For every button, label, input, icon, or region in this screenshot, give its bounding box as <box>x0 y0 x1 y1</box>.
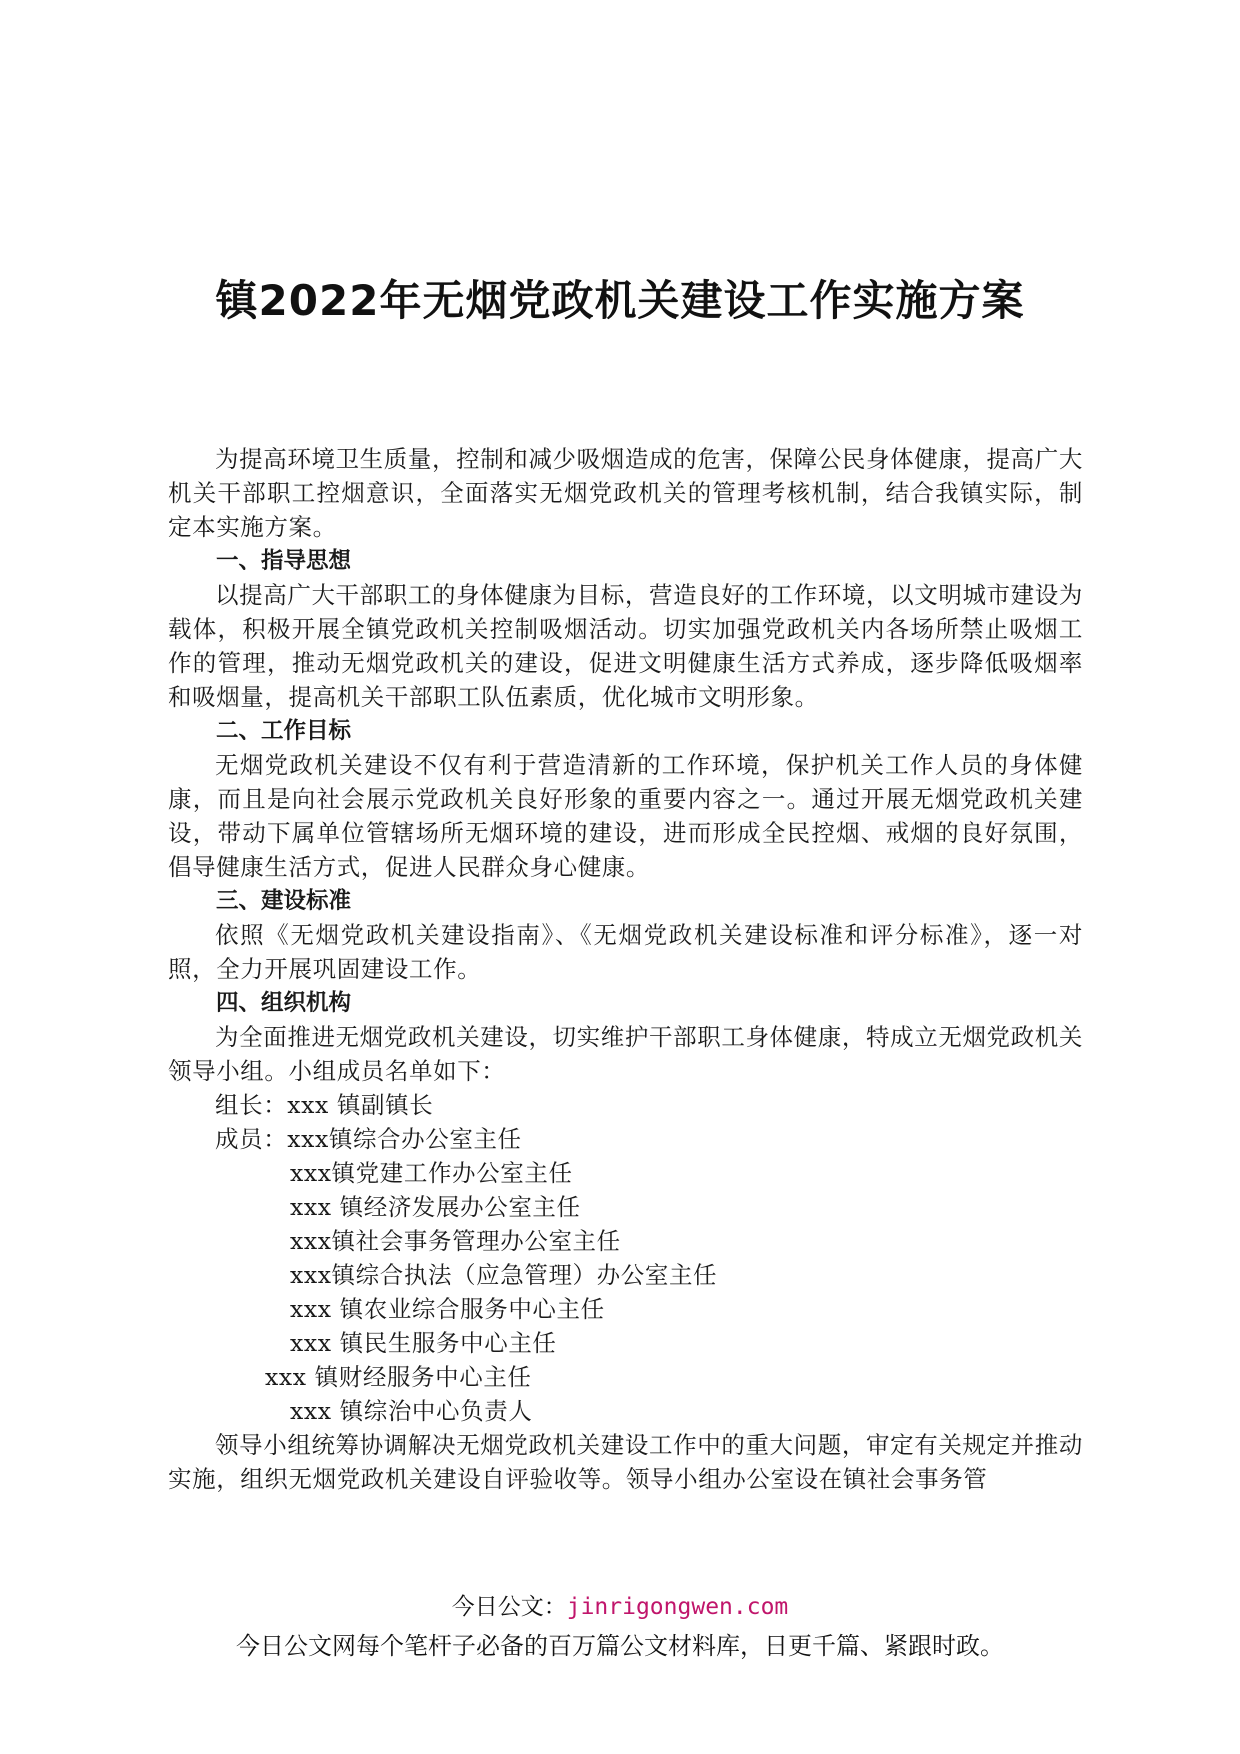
group-leader: 组长：xxx 镇副镇长 <box>215 1091 434 1119</box>
section-heading-goals: 二、工作目标 <box>216 718 352 744</box>
footer-url-link[interactable]: jinrigongwen.com <box>566 1594 789 1620</box>
section-text-guiding: 以提高广大干部职工的身体健康为目标，营造良好的工作环境，以文明城市建设为载体，积极开展全镇党政机关控制吸烟活动。切实加强党政机关内各场所禁止吸烟工作的管理，推动无烟党政机关的建设，促进文明健康生活方式养成，逐步降低吸烟率和吸烟量，提高机关干部职工队伍素质，优化城市文明形象。 <box>168 581 1083 711</box>
member-item: xxx镇社会事务管理办公室主任 <box>290 1227 621 1255</box>
footer-source <box>0 1588 1240 1621</box>
member-item: xxx 镇财经服务中心主任 <box>265 1363 532 1391</box>
footer-label: 今日公文： <box>451 1594 567 1620</box>
document-body <box>168 442 1083 1496</box>
member-item: xxx镇综合执法（应急管理）办公室主任 <box>290 1261 718 1289</box>
member-item: xxx 镇农业综合服务中心主任 <box>290 1295 605 1323</box>
intro-paragraph: 为提高环境卫生质量，控制和减少吸烟造成的危害，保障公民身体健康，提高广大机关干部职工控烟意识，全面落实无烟党政机关的管理考核机制，结合我镇实际，制定本实施方案。 <box>168 445 1083 541</box>
closing-paragraph: 领导小组统筹协调解决无烟党政机关建设工作中的重大问题，审定有关规定并推动实施，组织无烟党政机关建设自评验收等。领导小组办公室设在镇社会事务管 <box>168 1431 1083 1493</box>
member-item: xxx 镇民生服务中心主任 <box>290 1329 557 1357</box>
member-first: 成员：xxx镇综合办公室主任 <box>215 1125 522 1153</box>
section-heading-guiding: 一、指导思想 <box>216 548 352 574</box>
document-title: 镇2022年无烟党政机关建设工作实施方案 <box>215 276 1025 325</box>
footer-slogan: 今日公文网每个笔杆子必备的百万篇公文材料库，日更千篇、紧跟时政。 <box>236 1632 1004 1660</box>
section-text-goals: 无烟党政机关建设不仅有利于营造清新的工作环境，保护机关工作人员的身体健康，而且是向社会展示党政机关良好形象的重要内容之一。通过开展无烟党政机关建设，带动下属单位管辖场所无烟环境的建设，进而形成全民控烟、戒烟的良好氛围，倡导健康生活方式，促进人民群众身心健康。 <box>168 751 1083 881</box>
section-text-organization: 为全面推进无烟党政机关建设，切实维护干部职工身体健康，特成立无烟党政机关领导小组。小组成员名单如下： <box>168 1023 1083 1085</box>
section-heading-organization: 四、组织机构 <box>216 990 352 1016</box>
section-heading-standards: 三、建设标准 <box>216 888 352 914</box>
member-item: xxx 镇综治中心负责人 <box>290 1397 533 1425</box>
member-item: xxx 镇经济发展办公室主任 <box>290 1193 581 1221</box>
section-text-standards: 依照《无烟党政机关建设指南》、《无烟党政机关建设标准和评分标准》，逐一对照，全力开展巩固建设工作。 <box>168 921 1083 983</box>
member-item: xxx镇党建工作办公室主任 <box>290 1159 573 1187</box>
